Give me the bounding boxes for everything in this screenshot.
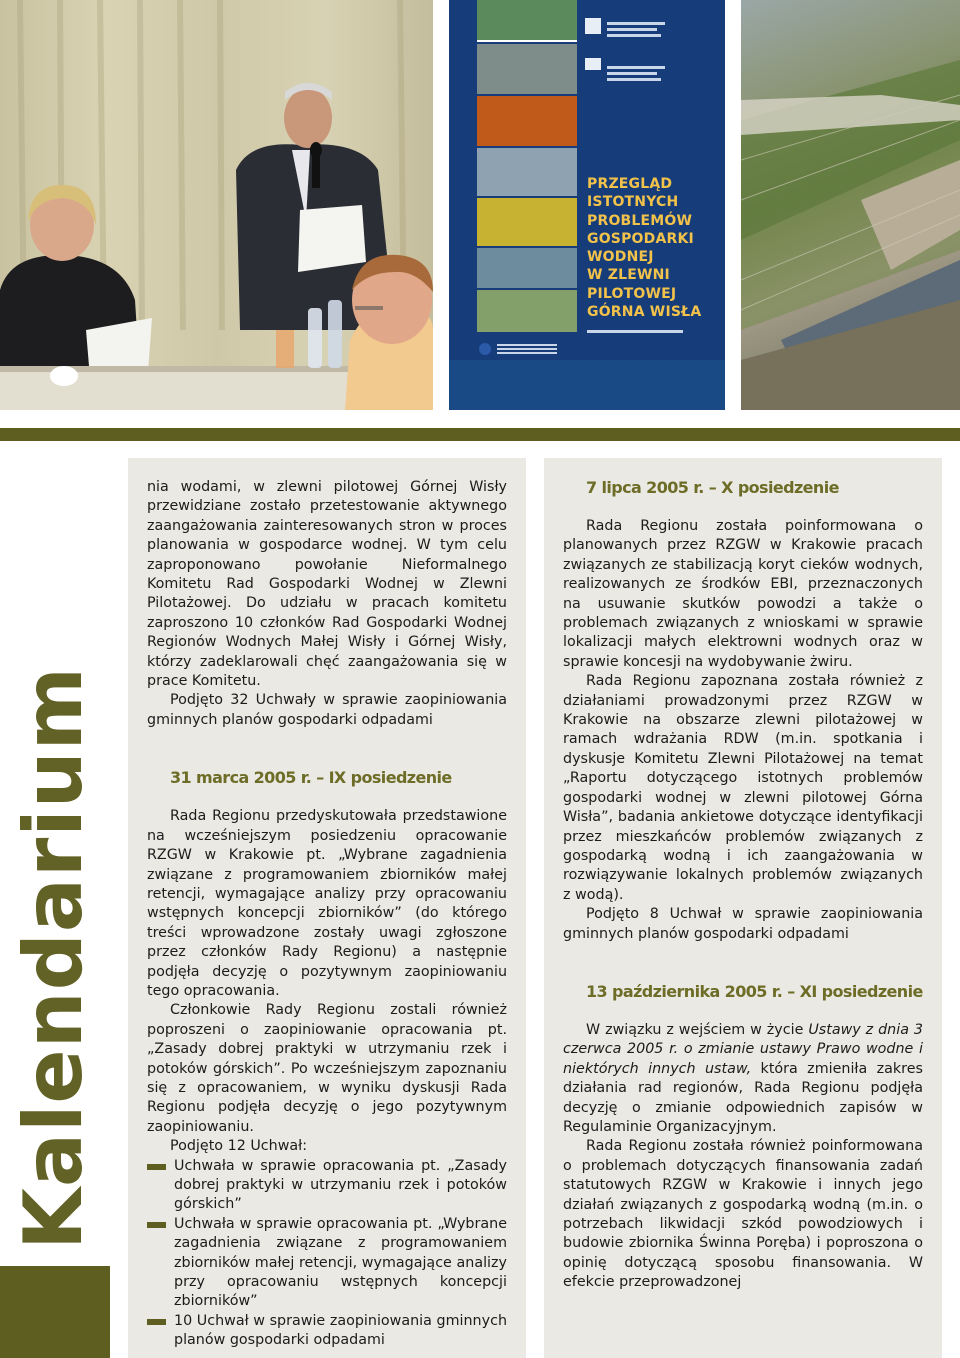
section-heading: 31 marca 2005 r. – IX posiedzenie [170, 768, 452, 788]
paragraph: nia wodami, w zlewni pilotowej Górnej Wisły przewidziane zostało przetestowanie aktywnego zaangażowania zainteresowanych stron w proces planowania w gospodarce wodnej. W tym celu zaproponowano powołanie Nieformalnego Komitetu Rad Gospodarki Wodnej w Zlewni Pilotażowej. Do udziału w pracach komitetu zaproszono 10 członków Rad Gospodarki Wodnej Regionów Wodnych Małej Wisły i Górnej Wisły, którzy zadeklarowali chęć zaangażowania się w prace Komitetu. [147, 479, 507, 690]
paragraph: Rada Regionu zapoznana została również z działaniami prowadzonymi przez RZGW w Krakowie na obszarze zlewni pilotażowej w ramach wdrażania RDW (m.in. spotkania i dyskusje Komitetu Zlewni Pilotażowej na temat „Raportu dotyczącego istotnych problemów gospodarki wodnej w zlewni pilotowej Górna Wisła”, badania ankietowe dotyczące identyfikacji przez mieszkańców problemów związanych z gospodarką wodną i ich zaangażowania w rozwiązywanie lokalnych problemów związanych z wodą). [563, 673, 923, 903]
paragraph: Podjęto 32 Uchwały w sprawie zaopiniowania gminnych planów gospodarki odpadami [147, 692, 507, 728]
right-column [544, 458, 942, 1358]
paragraph [563, 1021, 923, 1137]
section-label: Kalendarium [7, 665, 100, 1250]
brochure-title-line: WODNEJ [587, 249, 654, 266]
brochure-title-line: PRZEGLĄD [587, 176, 673, 192]
section-heading: 7 lipca 2005 r. – X posiedzenie [586, 478, 839, 497]
paragraph: Podjęto 8 Uchwał w sprawie zaopiniowania gminnych planów gospodarki odpadami [563, 906, 923, 942]
brochure-title [587, 175, 722, 321]
paragraph: Podjęto 12 Uchwał: [170, 1138, 308, 1155]
paragraph-text: W związku z wejściem w życie [586, 1021, 809, 1038]
list-item: Uchwała w sprawie opracowania pt. „Wybrane zagadnienia związane z programowaniem zbiorników małej retencji, wymagające analizy przy opracowaniu wstępnych koncepcji zbiorników” [147, 1215, 507, 1312]
aerial-reservoir-illustration [741, 0, 960, 410]
meeting-photo [0, 0, 433, 410]
brochure-title-line: GÓRNA WISŁA [587, 304, 702, 321]
aerial-reservoir-photo [741, 0, 960, 410]
brochure-title-line: GOSPODARKI [587, 230, 694, 247]
brochure-title-line: ISTOTNYCH [587, 194, 679, 211]
brochure-title-line: PILOTOWEJ [587, 285, 677, 302]
brochure-cover-photo [449, 0, 725, 410]
section-label-block [0, 1266, 110, 1358]
left-column [128, 458, 526, 1358]
paragraph: Rada Regionu przedyskutowała przedstawione na wcześniejszym posiedzeniu opracowanie RZGW w Krakowie pt. „Wybrane zagadnienia związane z programowaniem zbiorników małej retencji, wymagające analizy przy opracowaniu wstępnych koncepcji zbiorników” (do którego treści wprowadzone zostały uwagi zgłoszone przez członków Rady Regionu) a następnie podjęła decyzję o pozytywnym zaopiniowaniu tego opracowania. [147, 808, 507, 999]
meeting-photo-illustration [0, 0, 433, 410]
brochure-title-line: PROBLEMÓW [587, 212, 693, 229]
law-title: Ustawy z dnia 3 czerwca 2005 r. o zmianie ustawy Prawo wodne i niektórych innych ustaw, [563, 1021, 924, 1077]
section-heading: 13 października 2005 r. – XI posiedzenie [586, 981, 923, 1001]
list-item: 10 Uchwał w sprawie zaopiniowania gminnych planów gospodarki odpadami [147, 1312, 507, 1351]
paragraph-text: która zmieniła zakres działania rad regionów, Rada Regionu podjęła decyzję o zmianie odpowiednich zapisów w Regulaminie Organizacyjnym. [563, 1060, 923, 1135]
paragraph: Rada Regionu została również poinformowana o problemach dotyczących finansowania zadań statutowych RZGW w Krakowie i innych jego działań związanych z gospodarką wodną (m.in. o potrzebach likwidacji szkód powodziowych i budowie zbiornika Świnna Poręba) i poproszona o opinię dotyczącą sposobu finansowania. W efekcie przeprowadzonej [563, 1138, 923, 1291]
list-item: Uchwała w sprawie opracowania pt. „Zasady dobrej praktyki w utrzymaniu rzek i potoków górskich” [147, 1157, 507, 1215]
resolutions-list [147, 1157, 507, 1351]
paragraph: Rada Regionu została poinformowana o planowanych przez RZGW w Krakowie pracach związanych ze stabilizacją koryt cieków wodnych, realizowanych ze środków EBI, przeznaczonych na usuwanie skutków powodzi a także o problemach związanych z wnioskami w sprawie lokalizacji małych elektrowni wodnych oraz w sprawie koncesji na wydobywanie żwiru. [563, 518, 923, 670]
paragraph: Członkowie Rady Regionu zostali również poproszeni o zaopiniowanie opracowania pt. „Zasady dobrej praktyki w utrzymaniu rzek i potoków górskich”. Po wcześniejszym zapoznaniu się z opracowaniem, w wyniku dyskusji Rada Regionu podjęła decyzję o jego pozytywnym zaopiniowaniu. [147, 1002, 507, 1135]
brochure-title-line: W ZLEWNI [587, 267, 670, 284]
header-divider-bar [0, 428, 960, 441]
